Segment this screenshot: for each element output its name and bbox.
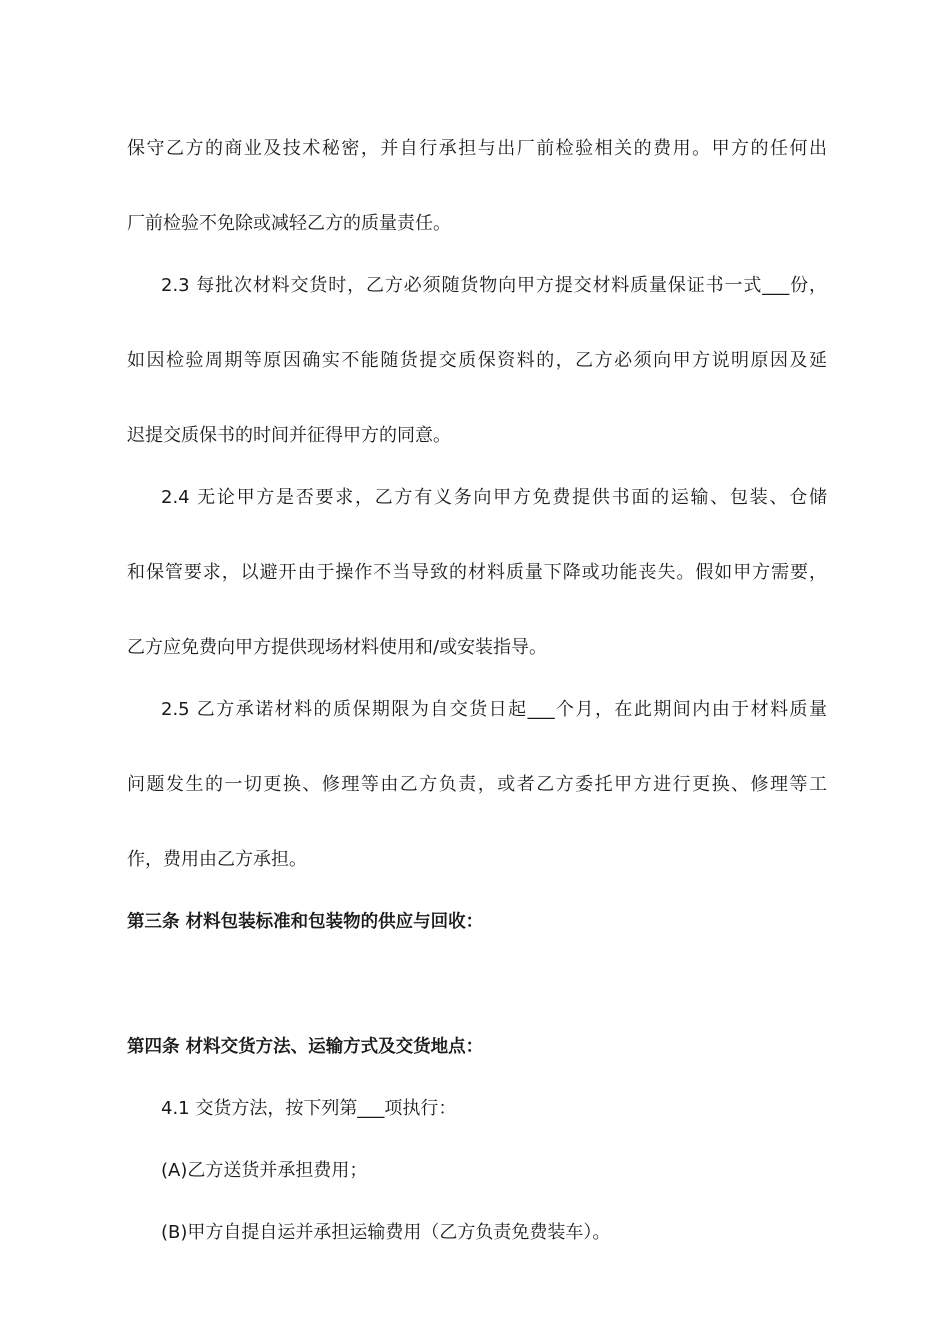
- article-3-heading: 第三条 材料包装标准和包装物的供应与回收：: [127, 912, 484, 932]
- clause-4-1-line: 4.1 交货方法，按下列第___项执行：: [161, 1098, 457, 1119]
- paragraph-line: 问题发生的一切更换、修理等由乙方负责，或者乙方委托甲方进行更换、修理等工: [127, 774, 827, 795]
- paragraph-line: 乙方应免费向甲方提供现场材料使用和/或安装指导。: [127, 637, 548, 658]
- paragraph-line: 保守乙方的商业及技术秘密，并自行承担与出厂前检验相关的费用。甲方的任何出: [127, 138, 827, 159]
- paragraph-line: 作，费用由乙方承担。: [127, 849, 307, 870]
- paragraph-line: 迟提交质保书的时间并征得甲方的同意。: [127, 425, 451, 446]
- option-a-line: (A)乙方送货并承担费用；: [161, 1160, 368, 1181]
- article-4-heading: 第四条 材料交货方法、运输方式及交货地点：: [127, 1037, 484, 1057]
- paragraph-line: 厂前检验不免除或减轻乙方的质量责任。: [127, 213, 451, 234]
- clause-2-3-line: 2.3 每批次材料交货时，乙方必须随货物向甲方提交材料质量保证书一式___份，: [161, 275, 827, 296]
- paragraph-line: 如因检验周期等原因确实不能随货提交质保资料的，乙方必须向甲方说明原因及延: [127, 350, 827, 371]
- option-b-line: (B)甲方自提自运并承担运输费用（乙方负责免费装车）。: [161, 1222, 611, 1243]
- clause-2-5-line: 2.5 乙方承诺材料的质保期限为自交货日起___个月，在此期间内由于材料质量: [161, 699, 827, 720]
- clause-2-4-line: 2.4 无论甲方是否要求，乙方有义务向甲方免费提供书面的运输、包装、仓储: [161, 487, 827, 508]
- paragraph-line: 和保管要求，以避开由于操作不当导致的材料质量下降或功能丧失。假如甲方需要，: [127, 562, 827, 583]
